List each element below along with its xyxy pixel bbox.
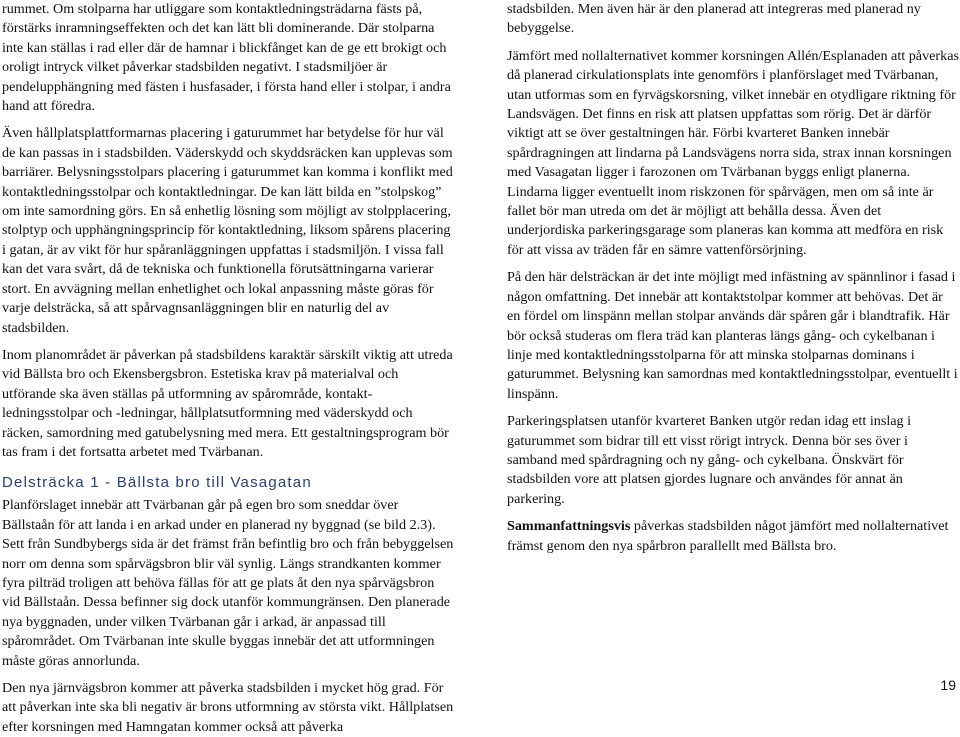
paragraph-right-1: stadsbilden. Men även här är den planerad att integreras med planerad ny bebyggelse.: [507, 1, 921, 37]
section-heading: Delsträcka 1 - Bällsta bro till Vasagatan: [2, 474, 312, 492]
paragraph-left-3: Inom planområdet är påverkan på stadsbildens karaktär särskilt viktig att utreda vid Bällsta bro och Ekensbergsbron. Estetiska krav på materialval och utförande ska även ställas på utformning av spårområde, kontakt-ledningsstolpar och -ledningar, hållplatsutformning med väderskydd och räcken, samordning med gatubelysning med mera. Ett gestaltningsprogram bör tas fram i det fortsatta arbetet med Tvärbanan.: [2, 346, 453, 460]
paragraph-left-1: rummet. Om stolparna har utliggare som kontaktledningsträdarna fästs på, förstärks inramningseffekten och det kan lätt bli dominerande. Där stolparna inte kan ställas i rad eller där de hamnar i blickfånget kan de ge ett brokigt och oroligt intryck vilket påverkar stadsbilden negativt. I stadsmiljöer är pendelupphängning med fästen i husfasader, i första hand eller i stolpar, i andra hand att föredra.: [2, 1, 451, 115]
summary-label: Sammanfattningsvis: [507, 518, 631, 535]
paragraph-left-5: Den nya järnvägsbron kommer att påverka stadsbilden i mycket hög grad. För att påverkan inte ska bli negativ är brons utformning av största vikt. Hållplatsen efter korsningen med Hamngatan kommer också att påverka: [2, 680, 454, 735]
summary-text: påverkas stadsbilden något jämfört med nollalternativet främst genom den nya spårbron parallellt med Bällsta bro.: [507, 518, 949, 554]
page-number: 19: [940, 677, 956, 693]
right-column: [507, 0, 959, 556]
left-column: [2, 0, 454, 737]
paragraph-right-4: Parkeringsplatsen utanför kvarteret Banken utgör redan idag ett inslag i gaturummet som bidrar till ett visst rörigt intryck. Denna bör ses över i samband med spårdragning och ny gång- och cykelbana. Önskvärt för stadsbilden vore att platsen gjordes lugnare och användes för annat än parkering.: [507, 413, 912, 507]
paragraph-right-5: [507, 517, 959, 556]
paragraph-right-2: Jämfört med nollalternativet kommer korsningen Allén/Esplanaden att påverkas då planerad cirkulationsplats inte genomförs i planförslaget med Tvärbanan, utan utformas som en fyrvägskorsning, vilket innebär en otydligare riktning för Landsvägen. Det finns en risk att platsen uppfattas som rörig. Det är därför viktigt att se över gestaltningen här. Förbi kvarteret Banken innebär spårdragningen att lindarna på Landsvägens norra sida, strax innan korsningen med Vasagatan ligger i farozonen om Tvärbanan byggs enligt planerna. Lindarna ligger eventuellt inom riskzonen för spårvägen, men om så inte är fallet bör man utreda om det är möjligt att behålla dessa. Även det underjordiska parkeringsgarage som planeras kan komma att medföra en risk för att vissa av träden får en sämre vattenförsörjning.: [507, 47, 959, 258]
paragraph-left-4: Planförslaget innebär att Tvärbanan går på egen bro som sneddar över Bällstaån för att landa i en arkad under en planerad ny byggnad (se bild 2.3). Sett från Sundbybergs sida är det främst från befintlig bro och från bebyggelsen norr om denna som spårvägsbron blir väl synlig. Längs strandkanten kommer fyra pilträd troligen att behöva fällas för att ge plats åt den nya spårvägsbron vid Bällstaån. Dessa befinner sig dock utanför kommungränsen. Den planerade nya byggnaden, under vilken Tvärbanan går i arkad, är anpassad till spårområdet. Om Tvärbanan inte skulle byggas innebär det att utformningen måste göras annorlunda.: [2, 497, 454, 669]
paragraph-right-3: På den här delsträckan är det inte möjligt med infästning av spännlinor i fasad i någon omfattning. Det innebär att kontaktstolpar kommer att behövas. Det är en fördel om linspänn mellan stolpar används där spåren går i blandtrafik. Här bör också studeras om flera träd kan planteras längs gång- och cykelbanan i linje med kontaktledningsstolparna för att minska stolparnas dominans i gaturummet. Belysning kan samordnas med kontaktledningsstolpar, eventuellt i linspänn.: [507, 269, 958, 402]
paragraph-left-2: Även hållplatsplattformarnas placering i gaturummet har betydelse för hur väl de kan passas in i stadsbilden. Väderskydd och skyddsräcken kan upplevas som barriärer. Belysningsstolpars placering i gaturummet kan komma i konflikt med kontaktledningsstolpar och kontaktledningar. De kan lätt bilda en ”stolpskog” om inte samordning görs. En så enhetlig lösning som möjligt av stolpplacering, stolptyp och upphängningsprincip för kontaktledning, liksom spårens placering i gatan, är av vikt för hur spåranläggningen uppfattas i stadsmiljön. I vissa fall kan det vara svårt, då de tekniska och funktionella förutsättningarna varierar stort. En avvägning mellan enhetlighet och lokal anpassning måste göras för varje delsträcka, så att spårvagnsanläggningen blir en naturlig del av stadsbilden.: [2, 125, 453, 336]
